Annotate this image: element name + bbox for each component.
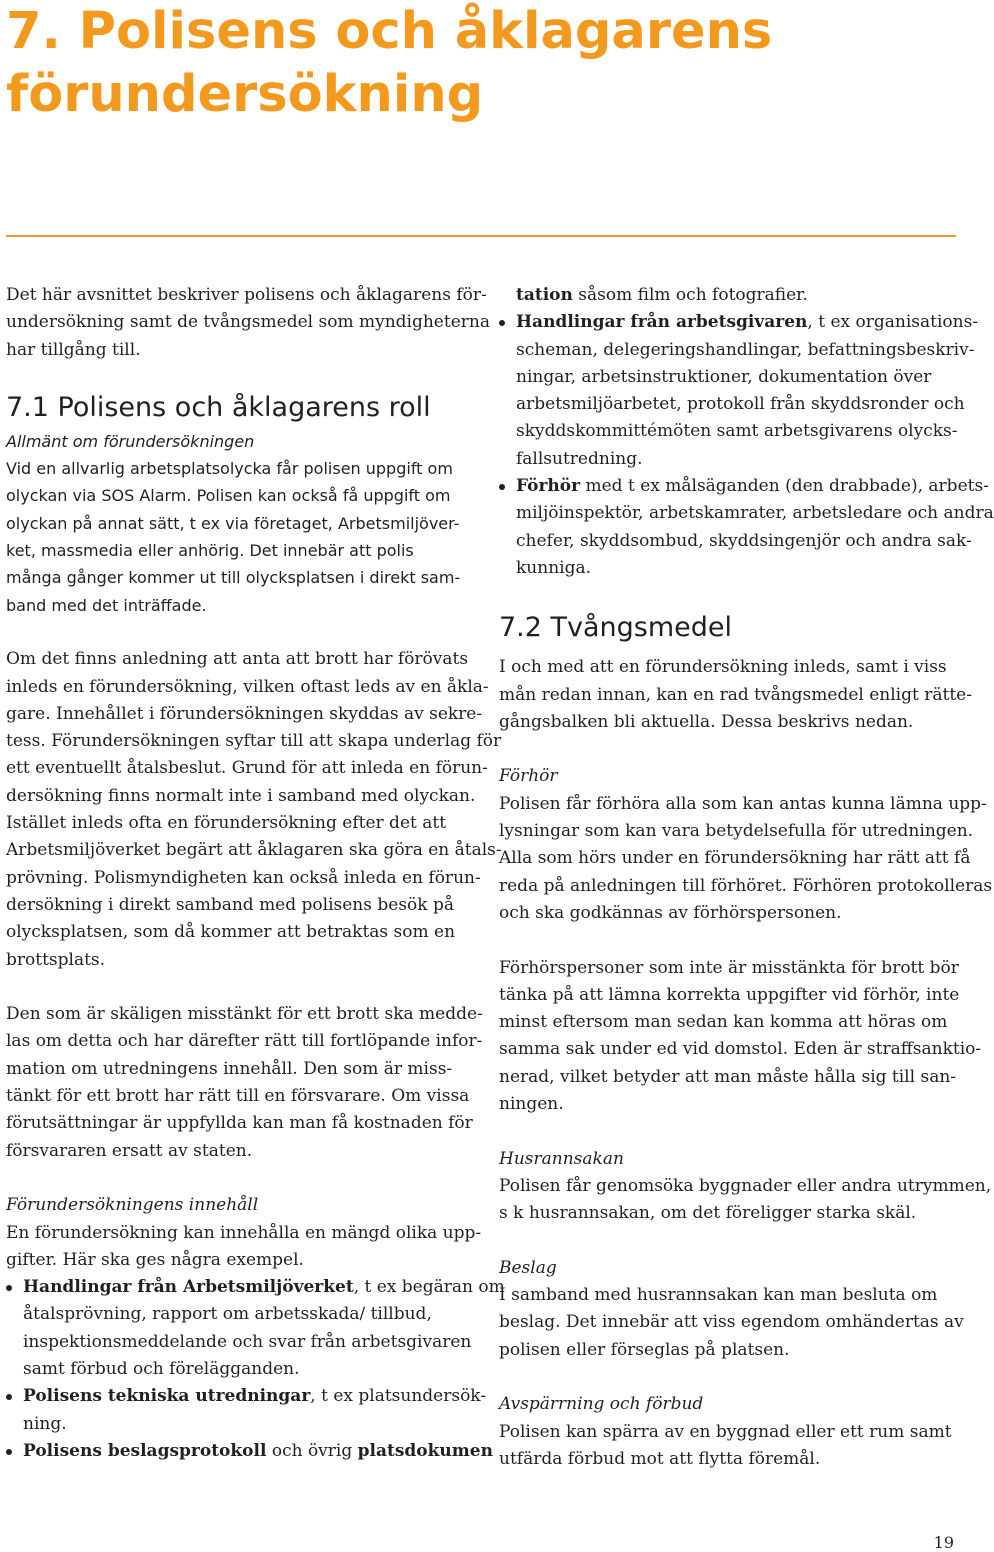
paragraph-line: beslag. Det innebär att viss egendom omhändertas av xyxy=(499,1312,964,1333)
paragraph-line: s k husrannsakan, om det föreligger starka skäl. xyxy=(499,1203,917,1224)
paragraph-line: Polisen kan spärra av en byggnad eller ett rum samt xyxy=(499,1421,952,1442)
bullet-bold-text: Förhör xyxy=(516,476,581,497)
paragraph-line: förutsättningar är uppfyllda kan man få kostnaden för xyxy=(6,1113,473,1134)
paragraph-line: prövning. Polismyndigheten kan också inleda en förun- xyxy=(6,867,481,888)
bullet-item-beslagsprotokoll xyxy=(6,1438,493,1465)
paragraph-line: minst eftersom man sedan kan komma att höras om xyxy=(499,1012,948,1033)
bullet-item-arbetsmiljoverket xyxy=(6,1274,505,1383)
bullet-item-beslagsprotokoll-continued xyxy=(499,282,957,309)
bullet-line: miljöinspektör, arbetskamrater, arbetsledare och andra xyxy=(516,503,994,524)
paragraph-line: Istället inleds ofta en förundersökning efter det att xyxy=(6,813,447,834)
paragraph-line: gare. Innehållet i förundersökningen skyddas av sekre- xyxy=(6,703,483,724)
chapter-title-line-1: 7. Polisens och åklagarens xyxy=(6,2,773,61)
chapter-title-line-2: förundersökning xyxy=(6,65,484,124)
subheading-innehall: Förundersökningens innehåll xyxy=(6,1195,259,1216)
intro-line: undersökning samt de tvångsmedel som myndigheterna xyxy=(6,312,490,333)
paragraph-line: I samband med husrannsakan kan man besluta om xyxy=(499,1285,938,1306)
chapter-title xyxy=(6,0,906,126)
paragraph-line: En förundersökning kan innehålla en mängd olika upp- xyxy=(6,1222,482,1243)
subheading-forhor: Förhör xyxy=(499,766,558,787)
bullet-line: arbetsmiljöarbetet, protokoll från skyddsronder och xyxy=(516,394,965,415)
bullet-text: , t ex platsundersök- xyxy=(310,1386,487,1407)
bullet-line: fallsutredning. xyxy=(516,448,643,469)
paragraph-sos-alarm xyxy=(6,455,464,619)
bullet-line: kunniga. xyxy=(516,557,592,578)
paragraph-line: Vid en allvarlig arbetsplatsolycka får polisen uppgift om xyxy=(6,459,453,479)
bullet-line: chefer, skyddsombud, skyddsingenjör och andra sak- xyxy=(516,530,972,551)
left-column xyxy=(6,282,505,1465)
paragraph-line: tess. Förundersökningen syftar till att skapa underlag för xyxy=(6,731,502,752)
bullet-line: scheman, delegeringshandlingar, befattningsbeskriv- xyxy=(516,339,975,360)
paragraph-line: lysningar som kan vara betydelsefulla för utredningen. xyxy=(499,821,974,842)
section-7-2-heading: 7.2 Tvångsmedel xyxy=(499,612,733,644)
paragraph-line: samma sak under ed vid domstol. Eden är straffsanktio- xyxy=(499,1039,982,1060)
subheading-husrannsakan: Husrannsakan xyxy=(499,1148,624,1169)
page-number: 19 xyxy=(933,1533,954,1552)
bullet-text: såsom film och fotografier. xyxy=(572,285,808,305)
paragraph-line: ett eventuellt åtalsbeslut. Grund för att inleda en förun- xyxy=(6,758,488,779)
subheading-beslag: Beslag xyxy=(499,1257,557,1278)
paragraph-line: tänka på att lämna korrekta uppgifter vid förhör, inte xyxy=(499,984,960,1005)
paragraph-line: polisen eller förseglas på platsen. xyxy=(499,1339,790,1360)
paragraph-line: dersökning i direkt samband med polisens besök på xyxy=(6,894,455,915)
paragraph-line: I och med att en förundersökning inleds, samt i viss xyxy=(499,657,947,678)
paragraph-tvangsmedel xyxy=(499,654,972,736)
bullet-bold-text: Polisens tekniska utredningar xyxy=(23,1386,311,1407)
right-column xyxy=(499,282,994,1473)
bullet-line: ning. xyxy=(23,1413,67,1434)
bullet-line: ningar, arbetsinstruktioner, dokumentation över xyxy=(516,366,932,387)
paragraph-line: ningen. xyxy=(499,1094,564,1115)
paragraph-line: Polisen får förhöra alla som kan antas kunna lämna upp- xyxy=(499,793,987,814)
paragraph-line: Alla som hörs under en förundersökning har rätt att få xyxy=(499,848,971,869)
paragraph-line: inleds en förundersökning, vilken oftast leds av en åkla- xyxy=(6,676,489,697)
intro-paragraph xyxy=(6,282,490,364)
paragraph-line: utfärda förbud mot att flytta föremål. xyxy=(499,1448,821,1469)
paragraph-line: och ska godkännas av förhörspersonen. xyxy=(499,902,842,923)
section-7-1-heading: 7.1 Polisens och åklagarens roll xyxy=(6,391,431,423)
bullet-line: samt förbud och förelägganden. xyxy=(23,1358,300,1379)
bullet-text: , t ex organisations- xyxy=(807,312,979,333)
intro-line: Det här avsnittet beskriver polisens och åklagarens för- xyxy=(6,285,487,305)
paragraph-forhorspersoner xyxy=(499,955,982,1119)
paragraph-line: olyckan via SOS Alarm. Polisen kan också få uppgift om xyxy=(6,486,451,506)
bullet-bold-text: Handlingar från Arbetsmiljöverket xyxy=(23,1277,354,1298)
bullet-item-forhor xyxy=(499,473,994,582)
paragraph-line: dersökning finns normalt inte i samband med olyckan. xyxy=(6,785,476,806)
bullet-line: skyddskommittémöten samt arbetsgivarens olycks- xyxy=(516,421,958,442)
paragraph-line: olycksplatsen, som då kommer att betraktas som en xyxy=(6,922,456,943)
paragraph-line: band med det inträffade. xyxy=(6,595,207,615)
paragraph-line: Om det finns anledning att anta att brott har förövats xyxy=(6,649,469,670)
bullet-text: , t ex begäran om xyxy=(353,1277,505,1298)
bullet-bold-text: tation xyxy=(516,285,573,305)
paragraph-line: mation om utredningens innehåll. Den som är miss- xyxy=(6,1058,453,1079)
paragraph-forhor xyxy=(499,791,993,927)
paragraph-line: många gånger kommer ut till olycksplatsen i direkt sam- xyxy=(6,568,461,588)
bullet-line: inspektionsmeddelande och svar från arbetsgivaren xyxy=(23,1331,472,1352)
paragraph-line: Förhörspersoner som inte är misstänkta för brott bör xyxy=(499,957,959,978)
title-divider xyxy=(6,235,956,237)
paragraph-line: olyckan på annat sätt, t ex via företaget, Arbetsmiljöver- xyxy=(6,513,460,533)
bullet-line: åtalsprövning, rapport om arbetsskada/ tillbud, xyxy=(23,1304,432,1325)
subheading-allmant: Allmänt om förundersökningen xyxy=(6,431,255,451)
bullet-text: med t ex målsäganden (den drabbade), arbets- xyxy=(580,476,989,497)
paragraph-line: Arbetsmiljöverket begärt att åklagaren ska göra en åtals- xyxy=(6,840,502,861)
bullet-item-tekniska xyxy=(6,1383,487,1438)
paragraph-line: tänkt för ett brott har rätt till en försvarare. Om vissa xyxy=(6,1086,470,1107)
paragraph-line: försvararen ersatt av staten. xyxy=(6,1140,253,1161)
paragraph-line: ket, massmedia eller anhörig. Det innebär att polis xyxy=(6,541,414,561)
paragraph-misstankt xyxy=(6,1001,483,1165)
intro-line: har tillgång till. xyxy=(6,339,141,360)
paragraph-line: reda på anledningen till förhöret. Förhören protokolleras xyxy=(499,875,993,896)
paragraph-line: gångsbalken bli aktuella. Dessa beskrivs nedan. xyxy=(499,711,914,732)
paragraph-line: brottsplats. xyxy=(6,949,106,970)
paragraph-line: nerad, vilket betyder att man måste hålla sig till san- xyxy=(499,1066,957,1087)
bullet-bold-text: platsdokumen xyxy=(357,1440,493,1461)
paragraph-line: Polisen får genomsöka byggnader eller andra utrymmen, xyxy=(499,1175,992,1196)
paragraph-line: Den som är skäligen misstänkt för ett brott ska medde- xyxy=(6,1004,483,1025)
subheading-avsparrning: Avspärrning och förbud xyxy=(499,1394,704,1415)
paragraph-line: gifter. Här ska ges några exempel. xyxy=(6,1249,304,1270)
bullet-item-arbetsgivaren xyxy=(499,309,979,473)
bullet-text: och övrig xyxy=(266,1440,358,1461)
bullet-bold-text: Handlingar från arbetsgivaren xyxy=(516,312,808,333)
paragraph-brott xyxy=(6,646,502,974)
bullet-bold-text: Polisens beslagsprotokoll xyxy=(23,1440,267,1461)
paragraph-line: las om detta och har därefter rätt till fortlöpande infor- xyxy=(6,1031,483,1052)
paragraph-line: mån redan innan, kan en rad tvångsmedel enligt rätte- xyxy=(499,684,972,705)
